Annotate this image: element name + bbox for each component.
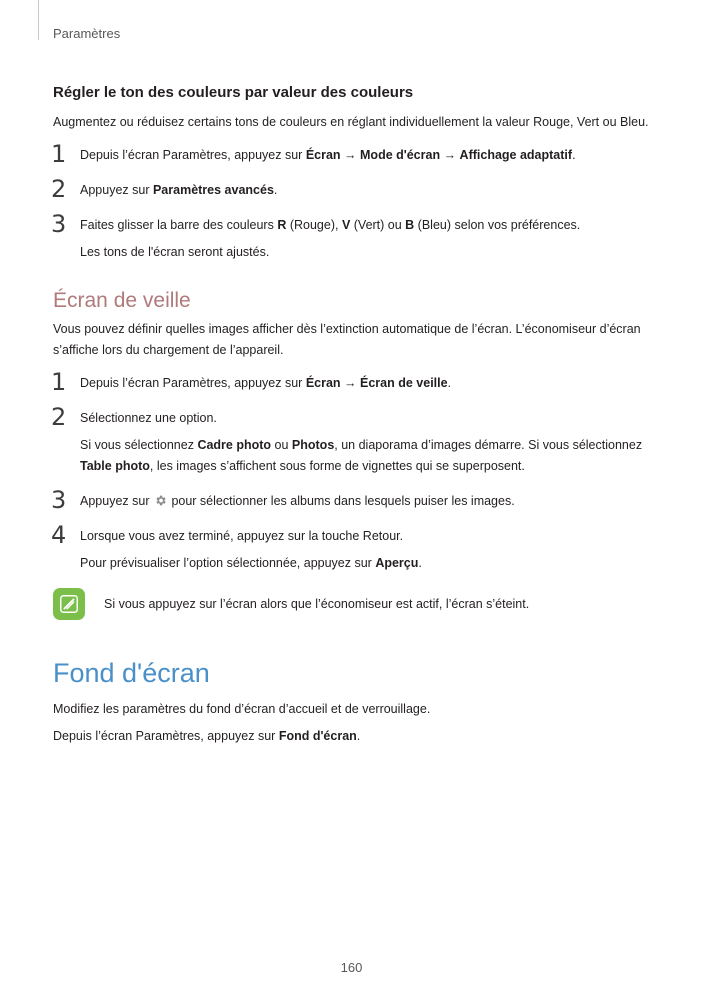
menu-path-mode-ecran: Mode d'écran xyxy=(360,148,441,162)
header-divider xyxy=(38,0,39,40)
steps-list-ecran-de-veille xyxy=(51,368,653,574)
step-2 xyxy=(51,403,653,477)
page-number: 160 xyxy=(340,960,363,975)
step-3 xyxy=(51,486,653,514)
step-text: Depuis l’écran Paramètres, appuyez sur Écran → Écran de veille. xyxy=(80,376,452,390)
section-subtitle-color-tone: Régler le ton des couleurs par valeur des couleurs xyxy=(53,84,414,101)
section-paragraph-1: Modifiez les paramètres du fond d’écran d’accueil et de verrouillage. xyxy=(53,702,431,716)
section-intro-ecran-de-veille: Vous pouvez définir quelles images afficher dès l’extinction automatique de l’écran. L’économiseur d’écran s’affiche lors du chargement de l’appareil. xyxy=(53,322,641,357)
step-number: 1 xyxy=(51,140,67,168)
note-text: Si vous appuyez sur l’écran alors que l’économiseur est actif, l’écran s’éteint. xyxy=(104,596,530,611)
header-label: Paramètres xyxy=(53,26,121,41)
section-intro-color-tone: Augmentez ou réduisez certains tons de couleurs en réglant individuellement la valeur Rouge, Vert ou Bleu. xyxy=(53,115,649,129)
step-text: Sélectionnez une option. xyxy=(80,411,217,425)
step-text: Depuis l’écran Paramètres, appuyez sur Écran → Mode d'écran → Affichage adaptatif. xyxy=(80,148,576,162)
step-text: Lorsque vous avez terminé, appuyez sur la touche Retour. xyxy=(80,529,404,543)
note-box xyxy=(53,588,653,620)
step-3 xyxy=(51,210,653,263)
step-4 xyxy=(51,521,653,574)
steps-list-color-tone xyxy=(51,140,653,263)
step-number: 4 xyxy=(51,521,67,549)
step-number: 2 xyxy=(51,175,67,203)
step-number: 3 xyxy=(51,486,67,514)
step-result-text: Les tons de l'écran seront ajustés. xyxy=(80,245,270,259)
page-content xyxy=(53,84,653,747)
step-number: 2 xyxy=(51,403,67,431)
step-text: Faites glisser la barre des couleurs R (Rouge), V (Vert) ou B (Bleu) selon vos préférences. xyxy=(80,218,581,232)
step-detail-text: Si vous sélectionnez Cadre photo ou Photos, un diaporama d’images démarre. Si vous sélectionnez Table photo, les images s’affichent sous forme de vignettes qui se superposent. xyxy=(80,438,643,473)
menu-path-affichage-adaptatif: Affichage adaptatif xyxy=(459,148,573,162)
section-heading-fond-ecran: Fond d'écran xyxy=(53,658,210,688)
step-2 xyxy=(51,175,653,203)
gear-icon xyxy=(154,494,167,507)
menu-path-parametres-avances: Paramètres avancés xyxy=(152,183,274,197)
step-text: Appuyez sur Paramètres avancés. xyxy=(80,183,278,197)
menu-path-ecran: Écran xyxy=(305,148,341,162)
step-text: Appuyez sur pour sélectionner les albums dans lesquels puiser les images. xyxy=(80,494,515,508)
step-detail-text: Pour prévisualiser l’option sélectionnée, appuyez sur Aperçu. xyxy=(80,556,422,570)
step-1 xyxy=(51,368,653,396)
section-heading-ecran-de-veille: Écran de veille xyxy=(53,289,191,312)
step-number: 1 xyxy=(51,368,67,396)
step-1 xyxy=(51,140,653,168)
step-number: 3 xyxy=(51,210,67,238)
section-paragraph-2: Depuis l’écran Paramètres, appuyez sur Fond d'écran. xyxy=(53,729,361,743)
note-pencil-icon xyxy=(53,588,85,620)
